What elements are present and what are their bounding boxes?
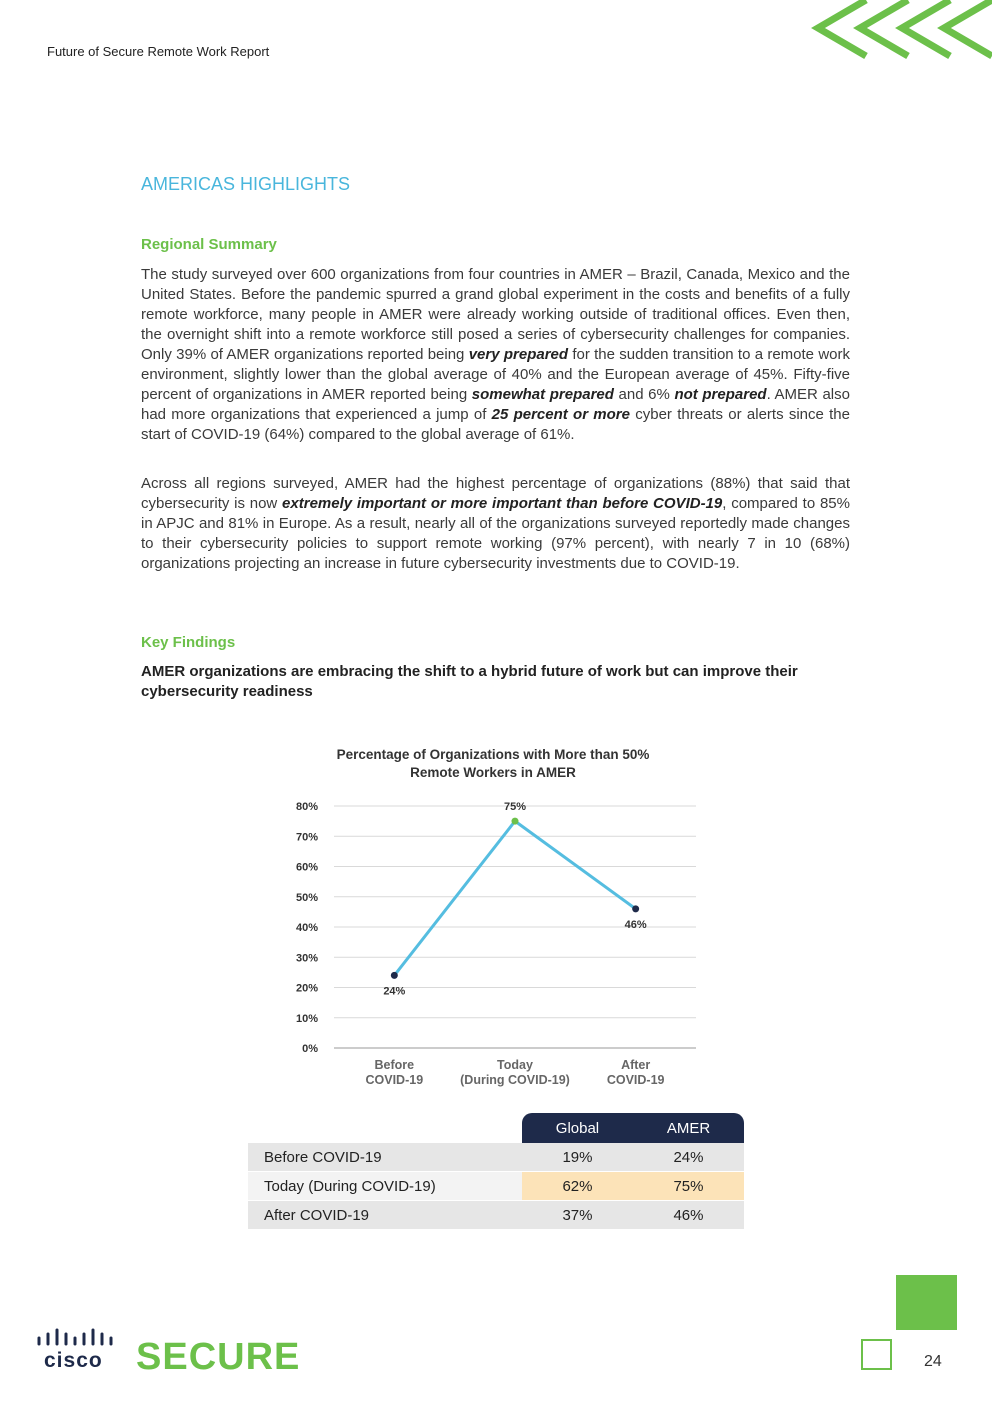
chart-title-line-1: Percentage of Organizations with More than 50% — [336, 747, 650, 762]
global-value: 62% — [522, 1172, 633, 1201]
summary-paragraph-2: Across all regions surveyed, AMER had the highest percentage of organizations (88%) that said that cybersecurity is now extremely important or more important than before COVID-19, compared to 85% in APJC and 81% in Europe. As a result, nearly all of the organizations surveyed reportedly made changes to their cybersecurity policies to support remote working (97% percent), with nearly 7 in 10 (68%) organizations projecting an increase in future cybersecurity investments due to COVID-19. — [141, 475, 850, 572]
row-label: Today (During COVID-19) — [248, 1172, 522, 1201]
table-header-amer: AMER — [633, 1113, 744, 1143]
key-findings-lead: AMER organizations are embracing the shift to a hybrid future of work but can improve their cybersecurity readiness — [141, 663, 798, 700]
data-label: 46% — [624, 918, 647, 931]
y-tick-label: 30% — [295, 952, 318, 965]
table-header-global: Global — [522, 1113, 633, 1143]
x-tick-label: Before — [374, 1058, 415, 1072]
table-header-blank — [248, 1113, 522, 1143]
data-point — [512, 818, 519, 825]
table-row — [248, 1172, 744, 1201]
x-tick-label: Today — [497, 1058, 533, 1072]
decorative-outline-square — [861, 1339, 892, 1370]
regional-summary-heading: Regional Summary — [141, 236, 277, 253]
y-tick-label: 50% — [295, 891, 318, 904]
data-label: 75% — [503, 801, 527, 814]
y-tick-label: 80% — [295, 801, 318, 813]
y-tick-label: 40% — [295, 922, 318, 934]
chart-title-line-2: Remote Workers in AMER — [410, 765, 576, 780]
comparison-table — [248, 1113, 744, 1230]
global-value: 37% — [522, 1201, 633, 1230]
chevron-arrows-graphic — [808, 0, 992, 62]
summary-paragraph-1: The study surveyed over 600 organizations from four countries in AMER – Brazil, Canada, Mexico and the United States. Before the pandemic spurred a grand global experiment in the costs and benefits of a fully remote workforce, many people in AMER were already working outside of traditional offices. Even then, the overnight shift into a remote workforce still posed a series of cybersecurity challenges for companies. Only 39% of AMER organizations reported being very prepared for the sudden transition to a remote work environment, slightly lower than the global average of 40% and the European average of 45%. Fifty-five percent of organizations in AMER reported being somewhat prepared and 6% not prepared. AMER also had more organizations that experienced a jump of 25 percent or more cyber threats or alerts since the start of COVID-19 (64%) compared to the global average of 61%. — [141, 266, 850, 443]
table-row — [248, 1143, 744, 1172]
y-tick-label: 20% — [295, 982, 318, 995]
row-label: Before COVID-19 — [248, 1143, 522, 1172]
page-number: 24 — [924, 1353, 942, 1370]
global-value: 19% — [522, 1143, 633, 1172]
x-tick-label: COVID-19 — [606, 1073, 665, 1087]
chart-title — [300, 746, 686, 782]
x-tick-label: COVID-19 — [365, 1073, 424, 1087]
row-label: After COVID-19 — [248, 1201, 522, 1230]
section-title: AMERICAS HIGHLIGHTS — [141, 174, 351, 194]
amer-value: 46% — [633, 1201, 744, 1230]
data-label: 24% — [383, 985, 406, 998]
decorative-green-square — [896, 1275, 957, 1330]
x-tick-label: (During COVID-19) — [460, 1073, 570, 1087]
cisco-logo-text: cisco — [44, 1349, 103, 1372]
x-tick-label: After — [621, 1058, 651, 1072]
y-tick-label: 10% — [295, 1012, 318, 1025]
series-line — [394, 821, 635, 975]
amer-value: 75% — [633, 1172, 744, 1201]
table-row — [248, 1201, 744, 1230]
line-chart — [270, 795, 730, 1105]
data-point — [391, 972, 398, 979]
key-findings-heading: Key Findings — [141, 634, 236, 651]
secure-wordmark: SECURE — [136, 1336, 301, 1378]
y-tick-label: 0% — [302, 1043, 318, 1055]
y-tick-label: 60% — [295, 861, 318, 874]
data-point — [632, 905, 639, 912]
y-tick-label: 70% — [295, 831, 318, 844]
amer-value: 24% — [633, 1143, 744, 1172]
report-title: Future of Secure Remote Work Report — [47, 44, 270, 59]
